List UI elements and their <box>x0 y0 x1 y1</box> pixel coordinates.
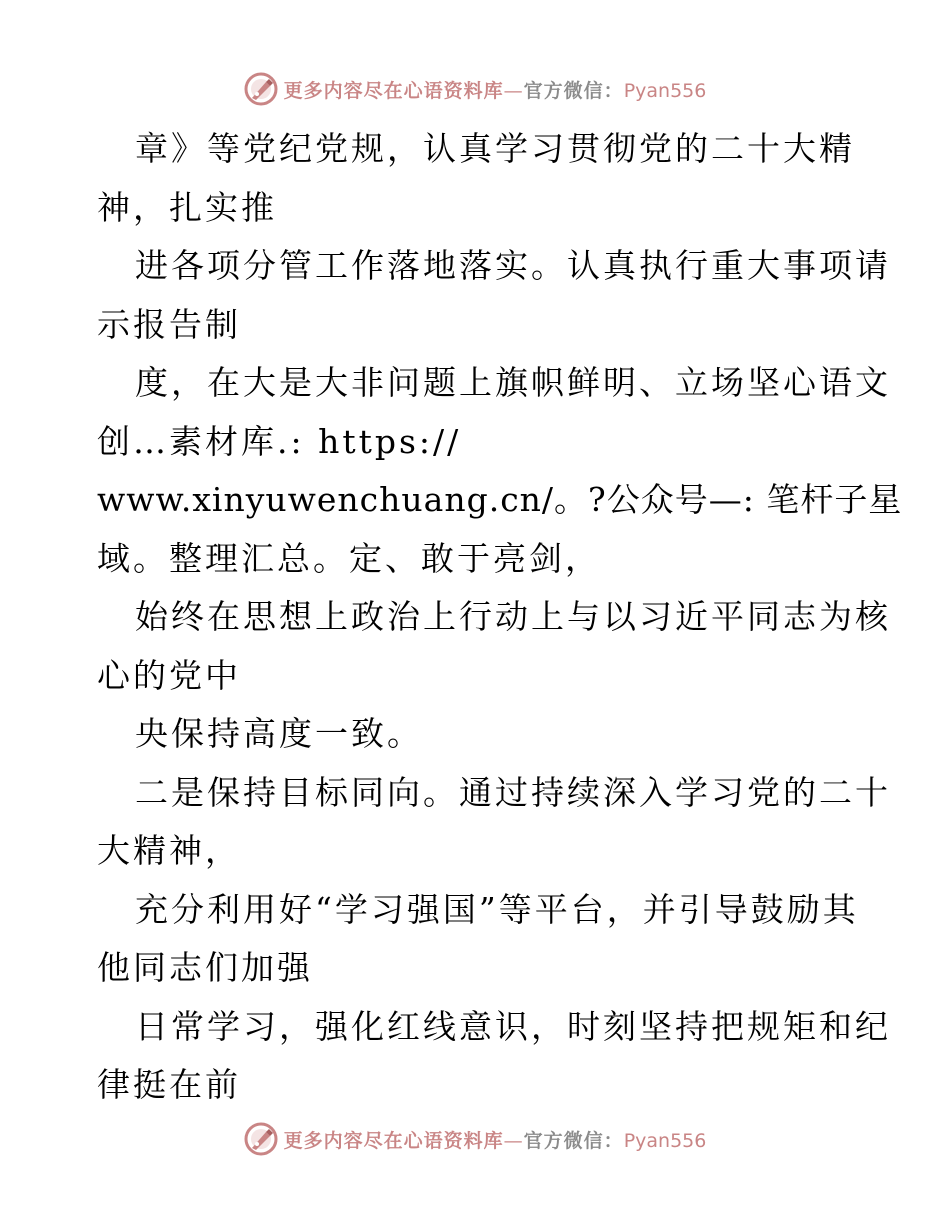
pen-nib-logo-icon <box>244 1122 278 1156</box>
header-banner <box>0 72 950 106</box>
text-line: 日常学习，强化红线意识，时刻坚持把规矩和纪 <box>135 1006 891 1046</box>
text-line: 进各项分管工作落地落实。认真执行重大事项请 <box>135 246 891 285</box>
text-line: www.xinyuwenchuang.cn/。?公众号—: 笔杆子星 <box>97 480 903 519</box>
text-line: 大精神， <box>97 831 241 870</box>
footer-banner <box>0 1122 950 1156</box>
banner-dash: — <box>503 1129 524 1152</box>
document-body <box>97 120 903 1115</box>
text-line: 示报告制 <box>97 304 241 344</box>
banner-account: Pyan556 <box>623 79 707 102</box>
banner-account: Pyan556 <box>623 1129 707 1152</box>
banner-title: 更多内容尽在心语资料库 <box>283 1129 504 1152</box>
banner-wechat-label: 官方微信： <box>523 1129 624 1152</box>
banner-dash: — <box>503 79 524 102</box>
text-line: 度，在大是大非问题上旗帜鲜明、立场坚心语文 <box>135 363 891 402</box>
text-line: 神，扎实推 <box>97 187 277 227</box>
banner-text <box>284 1126 707 1153</box>
text-line: 二是保持目标同向。通过持续深入学习党的二十 <box>135 772 891 812</box>
pen-nib-logo-icon <box>244 72 278 106</box>
text-line: 章》等党纪党规，认真学习贯彻党的二十大精 <box>135 129 855 168</box>
banner-wechat-label: 官方微信： <box>523 79 624 102</box>
text-line: 心的党中 <box>97 655 241 695</box>
banner-title: 更多内容尽在心语资料库 <box>283 79 504 102</box>
text-line: 律挺在前 <box>97 1065 241 1104</box>
banner-text <box>284 76 707 103</box>
text-line: 始终在思想上政治上行动上与以习近平同志为核 <box>135 597 891 636</box>
text-line: 充分利用好“学习强国”等平台，并引导鼓励其 <box>135 889 859 929</box>
text-line: 创…素材库.: https:// <box>97 421 462 461</box>
text-line: 央保持高度一致。 <box>135 714 423 753</box>
text-line: 域。整理汇总。定、敢于亮剑， <box>97 538 601 578</box>
text-line: 他同志们加强 <box>97 948 313 987</box>
